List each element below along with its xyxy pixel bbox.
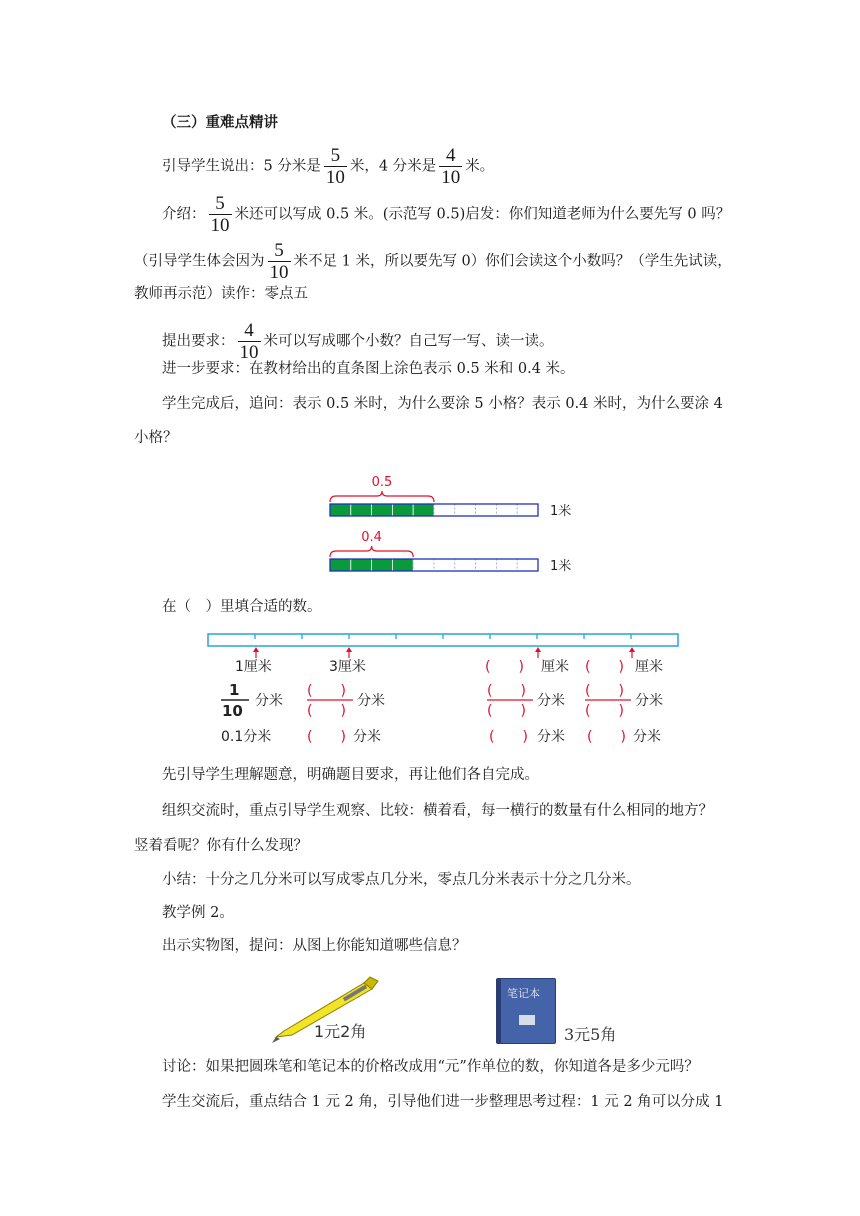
arrow-up-icon <box>535 647 541 652</box>
frac-blank <box>487 683 533 719</box>
p1-text-c: 米。 <box>465 158 495 175</box>
frac-num: 1 <box>229 681 240 699</box>
unit-label: 1米 <box>550 504 572 519</box>
paragraph-5 <box>162 320 554 363</box>
label-dm: 分米 <box>633 729 661 745</box>
p3-text-a: （引导学生体会因为 <box>134 253 265 270</box>
notebook-icon <box>496 978 556 1044</box>
paragraph-10: 组织交流时，重点引导学生观察、比较：横着看，每一横行的数量有什么相同的地方？ <box>162 803 713 819</box>
paragraph-4: 教师再示范）读作：零点五 <box>134 286 308 302</box>
frac-blank <box>585 683 631 719</box>
paragraph-11: 竖着看呢？你有什么发现？ <box>134 838 308 854</box>
brace <box>330 491 434 502</box>
bar-0.5 <box>330 475 571 519</box>
frac-blank <box>307 683 353 719</box>
paren-blank: ( ) <box>307 729 346 745</box>
empty-cell <box>434 504 455 516</box>
label-0-1dm: 0.1分米 <box>221 729 272 745</box>
brace <box>330 546 413 557</box>
fill-in-instruction: 在（ ）里填合适的数。 <box>162 599 322 615</box>
paragraph-9: 先引导学生理解题意，明确题目要求，再让他们各自完成。 <box>162 767 539 783</box>
filled-cell <box>330 504 351 516</box>
fraction-5-10: $\frac{5}{10}$ <box>269 240 289 283</box>
label-1cm: 1厘米 <box>235 659 272 675</box>
paragraph-15: 讨论：如果把圆珠笔和笔记本的价格改成用“元”作单位的数，你知道各是多少元吗？ <box>162 1059 699 1075</box>
filled-cell <box>351 504 372 516</box>
label-dm: 分米 <box>353 729 381 745</box>
paragraph-6: 进一步要求：在教材给出的直条图上涂色表示 0.5 米和 0.4 米。 <box>162 361 575 377</box>
paragraph-14: 出示实物图，提问：从图上你能知道哪些信息？ <box>162 938 467 954</box>
svg-text:( ): ( ) <box>487 683 526 699</box>
svg-text:( ): ( ) <box>585 703 624 719</box>
empty-cell <box>476 504 497 516</box>
empty-cell <box>476 559 497 571</box>
fraction-4-10: $\frac{4}{10}$ <box>239 320 259 363</box>
p2-text-b: 米还可以写成 0.5 米。(示范写 0.5)启发：你们知道老师为什么要先写 0 吗？ <box>234 206 731 223</box>
bar-label: 0.4 <box>361 530 382 545</box>
notebook-title: 笔记本 <box>507 987 540 1000</box>
filled-cell <box>330 559 351 571</box>
empty-cell <box>496 504 517 516</box>
pen-price: 1元2角 <box>314 1022 367 1041</box>
label-dm: 分米 <box>635 693 663 709</box>
empty-cell <box>455 559 476 571</box>
filled-cell <box>392 504 413 516</box>
label-cm: 厘米 <box>541 659 569 675</box>
p3-text-b: 米不足 1 米，所以要先写 0）你们会读这个小数吗？（学生先试读， <box>293 253 732 270</box>
svg-text:( ): ( ) <box>487 703 526 719</box>
svg-text:( ): ( ) <box>585 683 624 699</box>
fraction-4-10: $\frac{4}{10}$ <box>441 145 461 188</box>
filled-cell <box>372 504 393 516</box>
notebook-illustration <box>492 978 632 1044</box>
paragraph-16: 学生交流后，重点结合 1 元 2 角，引导他们进一步整理思考过程：1 元 2 角可以分成 1 <box>162 1094 724 1110</box>
arrow-up-icon <box>629 647 635 652</box>
paren-blank: ( ) <box>489 729 528 745</box>
paragraph-13: 教学例 2。 <box>162 905 234 921</box>
fraction-5-10: $\frac{5}{10}$ <box>210 193 230 236</box>
filled-cell <box>392 559 413 571</box>
empty-cell <box>517 559 538 571</box>
p1-text-b: 米，4 分米是 <box>349 158 437 175</box>
paragraph-1 <box>162 145 494 188</box>
svg-text:( ): ( ) <box>307 703 346 719</box>
paren-blank: ( ) <box>587 729 626 745</box>
bar-0.4 <box>330 530 571 574</box>
p2-text-a: 介绍： <box>162 206 206 223</box>
empty-cell <box>517 504 538 516</box>
svg-text:( ): ( ) <box>307 683 346 699</box>
filled-cell <box>372 559 393 571</box>
paragraph-3 <box>134 240 732 283</box>
filled-cell <box>413 504 434 516</box>
frac-den: 10 <box>222 702 243 720</box>
ruler-figure <box>205 628 685 753</box>
label-3cm: 3厘米 <box>329 659 366 675</box>
arrow-up-icon <box>253 647 259 652</box>
pen-illustration <box>268 975 418 1047</box>
p5-text-a: 提出要求： <box>162 333 235 350</box>
paragraph-2 <box>162 193 730 236</box>
p5-text-b: 米可以写成哪个小数？自己写一写、读一读。 <box>263 333 554 350</box>
fraction-5-10: $\frac{5}{10}$ <box>325 145 345 188</box>
label-dm: 分米 <box>357 693 385 709</box>
p1-text-a: 引导学生说出：5 分米是 <box>162 158 321 175</box>
ruler-arrows <box>253 647 635 658</box>
arrow-up-icon <box>346 647 352 652</box>
notebook-price: 3元5角 <box>564 1025 617 1044</box>
paren-blank: ( ) <box>585 659 624 675</box>
empty-cell <box>496 559 517 571</box>
paragraph-7: 学生完成后，追问：表示 0.5 米时，为什么要涂 5 小格？表示 0.4 米时，为什么要涂 4 <box>162 396 723 412</box>
section-title: （三）重难点精讲 <box>162 115 278 131</box>
unit-label: 1米 <box>550 559 572 574</box>
empty-cell <box>434 559 455 571</box>
label-dm: 分米 <box>537 729 565 745</box>
empty-cell <box>413 559 434 571</box>
filled-cell <box>351 559 372 571</box>
paragraph-8: 小格？ <box>134 430 178 446</box>
decimal-bar-figure <box>320 462 590 580</box>
empty-cell <box>455 504 476 516</box>
bar-label: 0.5 <box>371 475 393 490</box>
label-dm: 分米 <box>255 693 283 709</box>
label-cm: 厘米 <box>635 659 663 675</box>
paragraph-12: 小结：十分之几分米可以写成零点几分米，零点几分米表示十分之几分米。 <box>162 872 641 888</box>
paren-blank: ( ) <box>485 659 524 675</box>
label-dm: 分米 <box>537 693 565 709</box>
